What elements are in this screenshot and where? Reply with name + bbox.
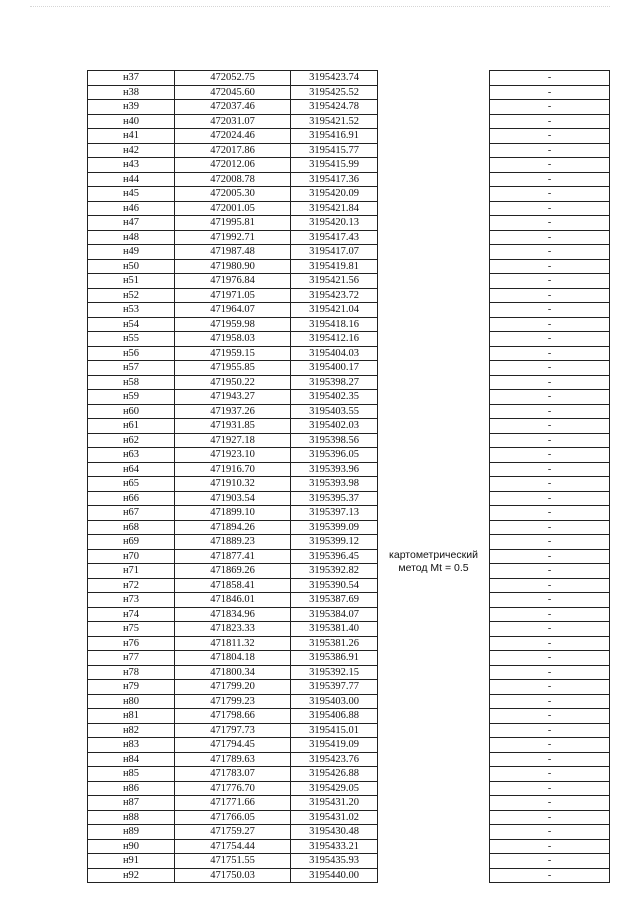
point-id-cell: н92 [88, 868, 175, 883]
point-id-cell: н56 [88, 346, 175, 361]
accuracy-dash-cell: - [490, 680, 610, 695]
accuracy-dash-cell: - [490, 274, 610, 289]
y-coordinate-cell: 3195430.48 [291, 825, 378, 840]
table-row [88, 723, 610, 738]
table-row [88, 868, 610, 883]
y-coordinate-cell: 3195416.91 [291, 129, 378, 144]
x-coordinate-cell: 471771.66 [175, 796, 291, 811]
accuracy-dash-cell: - [490, 796, 610, 811]
y-coordinate-cell: 3195435.93 [291, 854, 378, 869]
y-coordinate-cell: 3195421.84 [291, 201, 378, 216]
x-coordinate-cell: 471910.32 [175, 477, 291, 492]
y-coordinate-cell: 3195426.88 [291, 767, 378, 782]
x-coordinate-cell: 472008.78 [175, 172, 291, 187]
accuracy-dash-cell: - [490, 114, 610, 129]
table-row [88, 636, 610, 651]
x-coordinate-cell: 471846.01 [175, 593, 291, 608]
table-row [88, 71, 610, 86]
table-row [88, 100, 610, 115]
table-row [88, 158, 610, 173]
point-id-cell: н51 [88, 274, 175, 289]
x-coordinate-cell: 471958.03 [175, 332, 291, 347]
x-coordinate-cell: 472031.07 [175, 114, 291, 129]
point-id-cell: н78 [88, 665, 175, 680]
y-coordinate-cell: 3195387.69 [291, 593, 378, 608]
table-row [88, 129, 610, 144]
accuracy-dash-cell: - [490, 593, 610, 608]
point-id-cell: н91 [88, 854, 175, 869]
accuracy-dash-cell: - [490, 158, 610, 173]
accuracy-dash-cell: - [490, 651, 610, 666]
accuracy-dash-cell: - [490, 129, 610, 144]
x-coordinate-cell: 471783.07 [175, 767, 291, 782]
y-coordinate-cell: 3195393.98 [291, 477, 378, 492]
point-id-cell: н85 [88, 767, 175, 782]
point-id-cell: н48 [88, 230, 175, 245]
y-coordinate-cell: 3195417.43 [291, 230, 378, 245]
point-id-cell: н66 [88, 491, 175, 506]
x-coordinate-cell: 471889.23 [175, 535, 291, 550]
point-id-cell: н88 [88, 810, 175, 825]
x-coordinate-cell: 471987.48 [175, 245, 291, 260]
point-id-cell: н69 [88, 535, 175, 550]
accuracy-dash-cell: - [490, 303, 610, 318]
x-coordinate-cell: 471980.90 [175, 259, 291, 274]
x-coordinate-cell: 471976.84 [175, 274, 291, 289]
point-id-cell: н52 [88, 288, 175, 303]
table-row [88, 491, 610, 506]
x-coordinate-cell: 471794.45 [175, 738, 291, 753]
y-coordinate-cell: 3195403.55 [291, 404, 378, 419]
x-coordinate-cell: 472012.06 [175, 158, 291, 173]
y-coordinate-cell: 3195404.03 [291, 346, 378, 361]
x-coordinate-cell: 471800.34 [175, 665, 291, 680]
point-id-cell: н54 [88, 317, 175, 332]
method-label-line1: картометрический [389, 549, 478, 561]
point-id-cell: н38 [88, 85, 175, 100]
y-coordinate-cell: 3195423.72 [291, 288, 378, 303]
x-coordinate-cell: 471971.05 [175, 288, 291, 303]
x-coordinate-cell: 471811.32 [175, 636, 291, 651]
x-coordinate-cell: 471823.33 [175, 622, 291, 637]
y-coordinate-cell: 3195392.15 [291, 665, 378, 680]
table-row [88, 535, 610, 550]
table-row [88, 796, 610, 811]
x-coordinate-cell: 471955.85 [175, 361, 291, 376]
x-coordinate-cell: 471799.23 [175, 694, 291, 709]
table-row [88, 85, 610, 100]
table-row [88, 143, 610, 158]
accuracy-dash-cell: - [490, 288, 610, 303]
accuracy-dash-cell: - [490, 100, 610, 115]
table-row [88, 694, 610, 709]
point-id-cell: н90 [88, 839, 175, 854]
accuracy-dash-cell: - [490, 738, 610, 753]
point-id-cell: н74 [88, 607, 175, 622]
accuracy-dash-cell: - [490, 71, 610, 86]
point-id-cell: н55 [88, 332, 175, 347]
table-row [88, 738, 610, 753]
table-row [88, 651, 610, 666]
y-coordinate-cell: 3195419.81 [291, 259, 378, 274]
y-coordinate-cell: 3195384.07 [291, 607, 378, 622]
accuracy-dash-cell: - [490, 216, 610, 231]
y-coordinate-cell: 3195431.20 [291, 796, 378, 811]
y-coordinate-cell: 3195421.04 [291, 303, 378, 318]
point-id-cell: н89 [88, 825, 175, 840]
table-row [88, 433, 610, 448]
point-id-cell: н57 [88, 361, 175, 376]
accuracy-dash-cell: - [490, 549, 610, 564]
point-id-cell: н72 [88, 578, 175, 593]
point-id-cell: н40 [88, 114, 175, 129]
accuracy-dash-cell: - [490, 854, 610, 869]
table-row [88, 781, 610, 796]
accuracy-dash-cell: - [490, 636, 610, 651]
point-id-cell: н65 [88, 477, 175, 492]
y-coordinate-cell: 3195392.82 [291, 564, 378, 579]
scan-artifact [30, 6, 610, 9]
accuracy-dash-cell: - [490, 825, 610, 840]
table-row [88, 317, 610, 332]
point-id-cell: н80 [88, 694, 175, 709]
table-row [88, 346, 610, 361]
table-row [88, 259, 610, 274]
accuracy-dash-cell: - [490, 506, 610, 521]
table-row [88, 303, 610, 318]
accuracy-dash-cell: - [490, 752, 610, 767]
x-coordinate-cell: 471903.54 [175, 491, 291, 506]
y-coordinate-cell: 3195417.36 [291, 172, 378, 187]
y-coordinate-cell: 3195397.13 [291, 506, 378, 521]
accuracy-dash-cell: - [490, 143, 610, 158]
y-coordinate-cell: 3195415.01 [291, 723, 378, 738]
point-id-cell: н62 [88, 433, 175, 448]
y-coordinate-cell: 3195418.16 [291, 317, 378, 332]
accuracy-dash-cell: - [490, 172, 610, 187]
accuracy-dash-cell: - [490, 535, 610, 550]
y-coordinate-cell: 3195419.09 [291, 738, 378, 753]
y-coordinate-cell: 3195424.78 [291, 100, 378, 115]
x-coordinate-cell: 471869.26 [175, 564, 291, 579]
x-coordinate-cell: 471927.18 [175, 433, 291, 448]
accuracy-dash-cell: - [490, 462, 610, 477]
accuracy-dash-cell: - [490, 810, 610, 825]
y-coordinate-cell: 3195440.00 [291, 868, 378, 883]
table-row [88, 274, 610, 289]
y-coordinate-cell: 3195390.54 [291, 578, 378, 593]
x-coordinate-cell: 471754.44 [175, 839, 291, 854]
table-row [88, 549, 610, 564]
point-id-cell: н43 [88, 158, 175, 173]
accuracy-dash-cell: - [490, 622, 610, 637]
x-coordinate-cell: 471950.22 [175, 375, 291, 390]
point-id-cell: н41 [88, 129, 175, 144]
table-row [88, 767, 610, 782]
table-row [88, 564, 610, 579]
table-row [88, 332, 610, 347]
table-row [88, 230, 610, 245]
accuracy-dash-cell: - [490, 317, 610, 332]
coordinates-table [87, 70, 610, 883]
accuracy-dash-cell: - [490, 346, 610, 361]
x-coordinate-cell: 471943.27 [175, 390, 291, 405]
table-row [88, 288, 610, 303]
x-coordinate-cell: 471923.10 [175, 448, 291, 463]
point-id-cell: н60 [88, 404, 175, 419]
y-coordinate-cell: 3195400.17 [291, 361, 378, 376]
accuracy-dash-cell: - [490, 375, 610, 390]
y-coordinate-cell: 3195412.16 [291, 332, 378, 347]
y-coordinate-cell: 3195381.40 [291, 622, 378, 637]
x-coordinate-cell: 471858.41 [175, 578, 291, 593]
x-coordinate-cell: 471959.98 [175, 317, 291, 332]
accuracy-dash-cell: - [490, 187, 610, 202]
table-row [88, 593, 610, 608]
x-coordinate-cell: 472024.46 [175, 129, 291, 144]
point-id-cell: н87 [88, 796, 175, 811]
y-coordinate-cell: 3195381.26 [291, 636, 378, 651]
x-coordinate-cell: 471750.03 [175, 868, 291, 883]
x-coordinate-cell: 472005.30 [175, 187, 291, 202]
accuracy-dash-cell: - [490, 419, 610, 434]
x-coordinate-cell: 471797.73 [175, 723, 291, 738]
accuracy-dash-cell: - [490, 723, 610, 738]
accuracy-dash-cell: - [490, 201, 610, 216]
x-coordinate-cell: 471995.81 [175, 216, 291, 231]
x-coordinate-cell: 472037.46 [175, 100, 291, 115]
x-coordinate-cell: 471964.07 [175, 303, 291, 318]
x-coordinate-cell: 471798.66 [175, 709, 291, 724]
accuracy-dash-cell: - [490, 404, 610, 419]
table-row [88, 187, 610, 202]
accuracy-dash-cell: - [490, 448, 610, 463]
x-coordinate-cell: 471776.70 [175, 781, 291, 796]
point-id-cell: н71 [88, 564, 175, 579]
point-id-cell: н67 [88, 506, 175, 521]
y-coordinate-cell: 3195421.56 [291, 274, 378, 289]
table-row [88, 477, 610, 492]
y-coordinate-cell: 3195395.37 [291, 491, 378, 506]
point-id-cell: н68 [88, 520, 175, 535]
x-coordinate-cell: 471931.85 [175, 419, 291, 434]
method-cell [378, 71, 490, 883]
table-row [88, 825, 610, 840]
point-id-cell: н49 [88, 245, 175, 260]
y-coordinate-cell: 3195415.99 [291, 158, 378, 173]
point-id-cell: н79 [88, 680, 175, 695]
accuracy-dash-cell: - [490, 433, 610, 448]
table-row [88, 607, 610, 622]
y-coordinate-cell: 3195402.03 [291, 419, 378, 434]
point-id-cell: н39 [88, 100, 175, 115]
y-coordinate-cell: 3195423.74 [291, 71, 378, 86]
accuracy-dash-cell: - [490, 361, 610, 376]
table-row [88, 201, 610, 216]
table-row [88, 578, 610, 593]
y-coordinate-cell: 3195420.13 [291, 216, 378, 231]
accuracy-dash-cell: - [490, 578, 610, 593]
table-row [88, 419, 610, 434]
point-id-cell: н82 [88, 723, 175, 738]
x-coordinate-cell: 471804.18 [175, 651, 291, 666]
point-id-cell: н45 [88, 187, 175, 202]
x-coordinate-cell: 472001.05 [175, 201, 291, 216]
point-id-cell: н81 [88, 709, 175, 724]
y-coordinate-cell: 3195397.77 [291, 680, 378, 695]
point-id-cell: н86 [88, 781, 175, 796]
accuracy-dash-cell: - [490, 868, 610, 883]
y-coordinate-cell: 3195386.91 [291, 651, 378, 666]
y-coordinate-cell: 3195417.07 [291, 245, 378, 260]
point-id-cell: н46 [88, 201, 175, 216]
point-id-cell: н58 [88, 375, 175, 390]
table-row [88, 680, 610, 695]
table-row [88, 114, 610, 129]
point-id-cell: н61 [88, 419, 175, 434]
point-id-cell: н75 [88, 622, 175, 637]
coordinates-table-body [88, 71, 610, 883]
x-coordinate-cell: 471766.05 [175, 810, 291, 825]
y-coordinate-cell: 3195396.45 [291, 549, 378, 564]
x-coordinate-cell: 471894.26 [175, 520, 291, 535]
y-coordinate-cell: 3195399.09 [291, 520, 378, 535]
y-coordinate-cell: 3195415.77 [291, 143, 378, 158]
table-row [88, 448, 610, 463]
accuracy-dash-cell: - [490, 230, 610, 245]
accuracy-dash-cell: - [490, 85, 610, 100]
table-row [88, 622, 610, 637]
accuracy-dash-cell: - [490, 564, 610, 579]
accuracy-dash-cell: - [490, 781, 610, 796]
y-coordinate-cell: 3195421.52 [291, 114, 378, 129]
point-id-cell: н84 [88, 752, 175, 767]
table-row [88, 752, 610, 767]
y-coordinate-cell: 3195403.00 [291, 694, 378, 709]
accuracy-dash-cell: - [490, 709, 610, 724]
table-row [88, 404, 610, 419]
point-id-cell: н63 [88, 448, 175, 463]
y-coordinate-cell: 3195398.27 [291, 375, 378, 390]
point-id-cell: н53 [88, 303, 175, 318]
table-row [88, 839, 610, 854]
x-coordinate-cell: 471759.27 [175, 825, 291, 840]
table-row [88, 506, 610, 521]
x-coordinate-cell: 471789.63 [175, 752, 291, 767]
point-id-cell: н47 [88, 216, 175, 231]
y-coordinate-cell: 3195402.35 [291, 390, 378, 405]
y-coordinate-cell: 3195423.76 [291, 752, 378, 767]
x-coordinate-cell: 471992.71 [175, 230, 291, 245]
x-coordinate-cell: 471751.55 [175, 854, 291, 869]
point-id-cell: н83 [88, 738, 175, 753]
x-coordinate-cell: 471916.70 [175, 462, 291, 477]
x-coordinate-cell: 471959.15 [175, 346, 291, 361]
point-id-cell: н70 [88, 549, 175, 564]
accuracy-dash-cell: - [490, 245, 610, 260]
method-label-line2: метод Mt = 0.5 [398, 562, 469, 574]
accuracy-dash-cell: - [490, 767, 610, 782]
point-id-cell: н59 [88, 390, 175, 405]
x-coordinate-cell: 471799.20 [175, 680, 291, 695]
table-row [88, 810, 610, 825]
point-id-cell: н44 [88, 172, 175, 187]
accuracy-dash-cell: - [490, 694, 610, 709]
accuracy-dash-cell: - [490, 491, 610, 506]
point-id-cell: н42 [88, 143, 175, 158]
y-coordinate-cell: 3195406.88 [291, 709, 378, 724]
table-row [88, 245, 610, 260]
table-row [88, 709, 610, 724]
point-id-cell: н37 [88, 71, 175, 86]
table-row [88, 390, 610, 405]
y-coordinate-cell: 3195393.96 [291, 462, 378, 477]
table-row [88, 665, 610, 680]
y-coordinate-cell: 3195399.12 [291, 535, 378, 550]
x-coordinate-cell: 472045.60 [175, 85, 291, 100]
y-coordinate-cell: 3195420.09 [291, 187, 378, 202]
table-row [88, 172, 610, 187]
y-coordinate-cell: 3195425.52 [291, 85, 378, 100]
accuracy-dash-cell: - [490, 665, 610, 680]
x-coordinate-cell: 471877.41 [175, 549, 291, 564]
y-coordinate-cell: 3195429.05 [291, 781, 378, 796]
table-row [88, 462, 610, 477]
x-coordinate-cell: 471899.10 [175, 506, 291, 521]
x-coordinate-cell: 472052.75 [175, 71, 291, 86]
y-coordinate-cell: 3195396.05 [291, 448, 378, 463]
table-row [88, 854, 610, 869]
accuracy-dash-cell: - [490, 839, 610, 854]
x-coordinate-cell: 471937.26 [175, 404, 291, 419]
accuracy-dash-cell: - [490, 259, 610, 274]
x-coordinate-cell: 471834.96 [175, 607, 291, 622]
accuracy-dash-cell: - [490, 520, 610, 535]
accuracy-dash-cell: - [490, 332, 610, 347]
point-id-cell: н77 [88, 651, 175, 666]
table-row [88, 361, 610, 376]
point-id-cell: н76 [88, 636, 175, 651]
y-coordinate-cell: 3195398.56 [291, 433, 378, 448]
table-row [88, 216, 610, 231]
accuracy-dash-cell: - [490, 477, 610, 492]
table-row [88, 520, 610, 535]
y-coordinate-cell: 3195431.02 [291, 810, 378, 825]
x-coordinate-cell: 472017.86 [175, 143, 291, 158]
point-id-cell: н50 [88, 259, 175, 274]
accuracy-dash-cell: - [490, 390, 610, 405]
point-id-cell: н64 [88, 462, 175, 477]
accuracy-dash-cell: - [490, 607, 610, 622]
y-coordinate-cell: 3195433.21 [291, 839, 378, 854]
point-id-cell: н73 [88, 593, 175, 608]
table-row [88, 375, 610, 390]
